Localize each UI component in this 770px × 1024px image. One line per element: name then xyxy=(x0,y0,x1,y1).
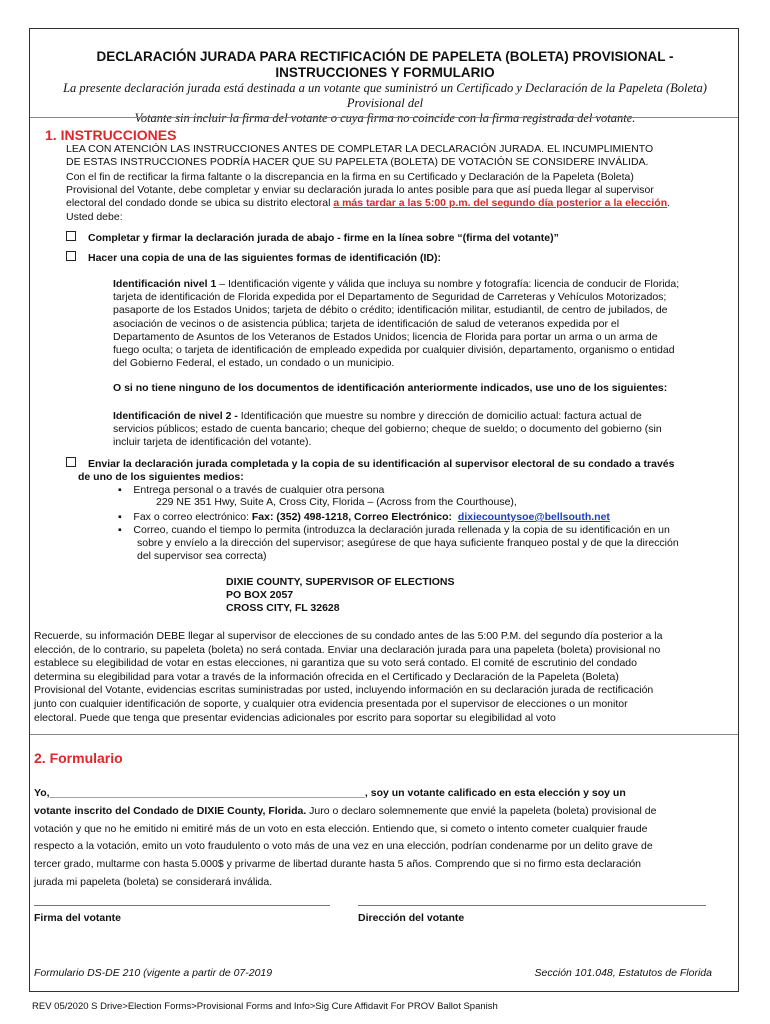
bullet3-line-2: sobre y envíelo a la dirección del supervisor; asegúrese de que haya suficiente franqueo postal y de que la dirección xyxy=(137,537,679,549)
bullet3-text: Correo, cuando el tiempo lo permita (introduzca la declaración jurada rellenada y la copia de su identificación en un xyxy=(133,524,670,536)
intro-line-1: Con el fin de rectificar la firma faltante o la discrepancia en la firma en su Certificado y Declaración de la Papeleta (Boleta) xyxy=(66,171,634,183)
reminder-line-5: junto con cualquier identificación de soporte, y cualquier otra evidencia presentada por el supervisor de elecciones o un monitor xyxy=(34,697,628,710)
id-level-2 xyxy=(113,410,733,450)
id1-line-5: fuego oculta; o tarjeta de identificación de empleado expedida por cualquier división, departamento, organismo o entidad xyxy=(113,344,675,357)
affidavit-text xyxy=(34,785,736,892)
affidavit-line-2-rest: Juro o declaro solemnemente que envié la papeleta (boleta) provisional de xyxy=(306,804,657,817)
check1-label: Completar y firmar la declaración jurada de abajo - firme en la línea sobre “(firma del votante)” xyxy=(88,232,559,244)
bullet-mail xyxy=(118,524,679,563)
id1-line-4: Departamento de Asuntos de los Veteranos de Estados Unidos; licencia de Florida para portar un arma o un arma de xyxy=(113,330,658,343)
address-label: Dirección del votante xyxy=(358,912,465,924)
title-line-2: INSTRUCCIONES Y FORMULARIO xyxy=(275,65,495,80)
id2-line-2: incluir tarjeta de identificación del votante). xyxy=(113,436,312,449)
affidavit-county: votante inscrito del Condado de DIXIE County, Florida. xyxy=(34,804,307,817)
fax-number: Fax: (352) 498-1218, Correo Electrónico: xyxy=(251,511,453,523)
intro-line-3-text: electoral del condado donde se ubica su distrito electoral xyxy=(66,197,331,210)
bullet-marker: ▪ xyxy=(118,511,122,523)
mailing-address xyxy=(226,576,626,616)
address-line-3: CROSS CITY, FL 32628 xyxy=(226,602,340,615)
checklist-item-copy-id xyxy=(66,251,441,265)
checklist-item-send xyxy=(66,457,674,484)
check3-label: Enviar la declaración jurada completada y la copia de su identificación al supervisor electoral de su condado a través xyxy=(88,458,675,470)
check2-label: Hacer una copia de una de las siguientes formas de identificación (ID): xyxy=(88,252,442,264)
affidavit-line-1: Yo,______________________________________________________, soy un votante calificado en esta elección y soy un xyxy=(34,787,626,799)
id1-line-2: pasaporte de los Estados Unidos; tarjeta de débito o crédito; identificación militar, estudiantil, de centro de jubilados, de xyxy=(113,304,668,317)
form-heading: 2. Formulario xyxy=(34,750,123,766)
id1-line-0-text: – Identificación vigente y válida que incluya su nombre y fotografía: licencia de conducir de Florida; xyxy=(216,278,680,290)
id1-line-3: asociación de vecinos o de asistencia pública; tarjeta de identificación de salud de veteranos expedida por el xyxy=(113,317,620,330)
id2-line-0 xyxy=(113,410,733,423)
statute-reference: Sección 101.048, Estatutos de Florida xyxy=(534,967,712,979)
check3-line-1 xyxy=(66,457,674,471)
form-id: Formulario DS-DE 210 (vigente a partir de 07-2019 xyxy=(34,967,273,979)
revision-path: REV 05/2020 S Drive>Election Forms>Provisional Forms and Info>Sig Cure Affidavit For PROV Ballot Spanish xyxy=(32,1001,498,1012)
subtitle-line-1: La presente declaración jurada está destinada a un votante que suministró un Certificado y Declaración de la Papeleta (Boleta) Provisional del xyxy=(63,81,707,110)
intro-line-2: Provisional del Votante, debe completar y enviar su declaración jurada lo antes posible para que así pueda llegar al supervisor xyxy=(66,184,654,197)
reminder-line-1: elección, de lo contrario, su papeleta (boleta) no será contada. Enviar una declaración jurada para una papeleta (boleta) provisional no xyxy=(34,643,661,656)
id1-line-0 xyxy=(113,278,733,291)
affidavit-line-4: respecto a la votación, emito un voto fraudulento o voto más de una vez en una elección, podrían condenarme por un delito grave de xyxy=(34,840,653,853)
affidavit-line-2 xyxy=(34,803,736,821)
bullet-fax-email xyxy=(118,511,610,523)
document-title xyxy=(40,49,730,81)
intro-line-3: electoral del condado donde se ubica su distrito electoral a más tardar a las 5:00 p.m. del segundo día posterior a la elección. xyxy=(66,197,671,210)
id1-label: Identificación nivel 1 xyxy=(113,278,217,290)
warning-text xyxy=(66,143,736,169)
id-level-1 xyxy=(113,278,733,370)
id2-label: Identificación de nivel 2 - xyxy=(113,410,238,422)
intro-line-4: Usted debe: xyxy=(66,210,123,223)
reminder-line-3: determina su elegibilidad para votar a través de la información ofrecida en el Certificado y Declaración de la Papeleta (Boleta) xyxy=(34,670,619,683)
reminder-line-4: Provisional del Votante, evidencias escritas suministradas por usted, incluyendo información en su declaración jurada de rectificación xyxy=(34,684,654,697)
affidavit-line-6: jurada mi papeleta (boleta) se considerará inválida. xyxy=(34,875,273,888)
title-line-1: DECLARACIÓN JURADA PARA RECTIFICACIÓN DE PAPELETA (BOLETA) PROVISIONAL - xyxy=(96,49,674,64)
divider xyxy=(30,734,738,735)
bullet1-text: Entrega personal o a través de cualquier otra persona xyxy=(133,484,385,496)
reminder-line-2: establece su elegibilidad de votar en estas elecciones, ni garantiza que su voto será contado. El comité de escrutinio del condado xyxy=(34,657,637,670)
intro-text xyxy=(66,171,736,224)
instructions-heading: 1. INSTRUCCIONES xyxy=(45,127,177,143)
address-line-1: DIXIE COUNTY, SUPERVISOR OF ELECTIONS xyxy=(226,576,455,588)
bullet3-line-1 xyxy=(118,524,679,537)
document-subtitle xyxy=(50,81,720,126)
bullet1-line-2: 229 NE 351 Hwy, Suite A, Cross City, Florida – (Across from the Courthouse), xyxy=(156,496,517,508)
reminder-paragraph xyxy=(34,630,736,725)
divider xyxy=(30,117,738,118)
checkbox-copy-id[interactable] xyxy=(66,251,76,261)
checklist-item-sign xyxy=(66,231,559,245)
address-line[interactable] xyxy=(358,905,706,906)
checkbox-send[interactable] xyxy=(66,457,76,467)
warning-line-1: LEA CON ATENCIÓN LAS INSTRUCCIONES ANTES DE COMPLETAR LA DECLARACIÓN JURADA. EL INCUMPLIMIENTO xyxy=(66,143,654,155)
signature-line[interactable] xyxy=(34,905,330,906)
checkbox-sign[interactable] xyxy=(66,231,76,241)
id2-line-1: servicios públicos; estado de cuenta bancario; cheque del gobierno; cheque de sueldo; o documento del gobierno (sin xyxy=(113,423,662,436)
reminder-line-0: Recuerde, su información DEBE llegar al supervisor de elecciones de su condado antes de las 5:00 P.M. del segundo día posterior a la xyxy=(34,630,663,642)
check3-line-2: de uno de los siguientes medios: xyxy=(78,471,244,483)
deadline-text: a más tardar a las 5:00 p.m. del segundo día posterior a la elección xyxy=(333,197,668,210)
affidavit-line-5: tercer grado, multarme con hasta 5.000$ y privarme de libertad durante hasta 5 años. Comprendo que si no firmo esta declaración xyxy=(34,858,642,871)
bullet-marker: ▪ xyxy=(118,524,122,536)
address-line-2: PO BOX 2057 xyxy=(226,589,294,602)
id1-line-6: del Gobierno Federal, el estado, un condado o un municipio. xyxy=(113,357,395,370)
or-line: O si no tiene ninguno de los documentos de identificación anteriormente indicados, use uno de los siguientes: xyxy=(113,382,668,394)
bullet1-line-1 xyxy=(118,484,517,496)
affidavit-line-3: votación y que no he emitido ni emitiré más de un voto en esta elección. Entiendo que, si cometo o intento cometer cualquier fraude xyxy=(34,822,648,835)
bullet-in-person xyxy=(118,484,517,508)
email-link[interactable]: dixiecountysoe@bellsouth.net xyxy=(457,511,610,523)
warning-line-2: DE ESTAS INSTRUCCIONES PODRÍA HACER QUE SU PAPELETA (BOLETA) DE VOTACIÓN SE CONSIDERE INVÁLIDA. xyxy=(66,156,649,169)
id2-line-0-text: Identificación que muestre su nombre y dirección de domicilio actual: factura actual de xyxy=(237,410,642,422)
signature-label: Firma del votante xyxy=(34,912,121,924)
bullet3-line-3: del supervisor sea correcta) xyxy=(137,550,267,562)
bullet-marker: ▪ xyxy=(118,484,122,496)
bullet2-prefix: Fax o correo electrónico: xyxy=(133,511,249,523)
subtitle-line-2: Votante sin incluir la firma del votante o cuya firma no coincide con la firma registrada del votante. xyxy=(134,111,636,125)
id1-line-1: tarjeta de identificación de Florida expedida por el Departamento de Seguridad de Carreteras y Vehículos Motorizados; xyxy=(113,291,667,304)
reminder-line-6: electoral. Puede que tenga que presentar evidencias adicionales por escrito para soportar su elegibilidad al voto xyxy=(34,711,556,724)
